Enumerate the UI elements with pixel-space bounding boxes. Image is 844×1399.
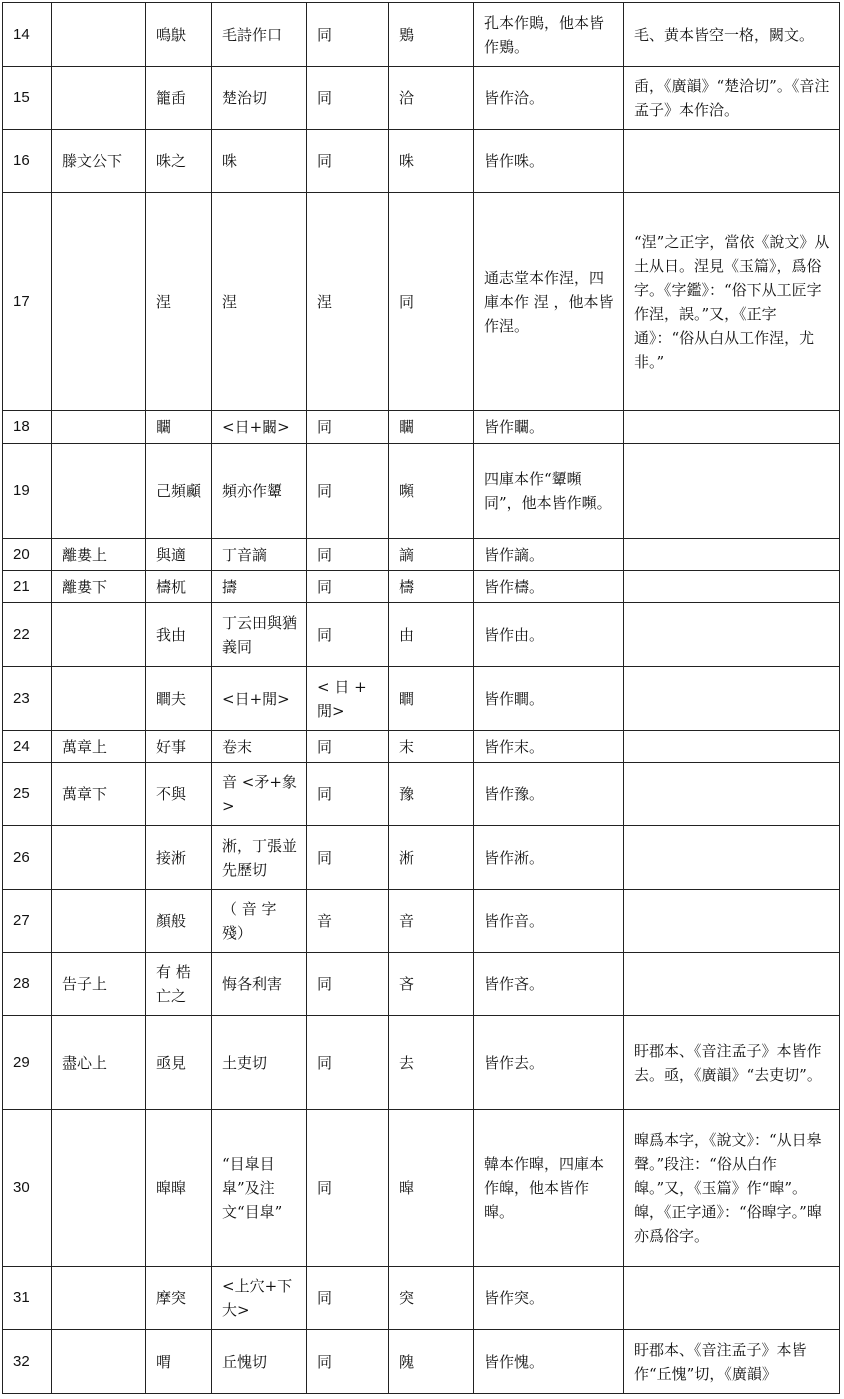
editions-cell: 皆作由。 (474, 603, 624, 667)
annotation-cell: 涅 (212, 193, 307, 411)
chapter-cell (52, 1330, 146, 1394)
row-number: 29 (3, 1016, 52, 1110)
reading-cell: 吝 (389, 953, 474, 1016)
phrase-cell: 顏般 (146, 890, 212, 953)
table-row (3, 603, 840, 667)
editions-cell: 皆作瞷。 (474, 667, 624, 731)
reading-cell: 隗 (389, 1330, 474, 1394)
table-row (3, 1016, 840, 1110)
chapter-cell: 滕文公下 (52, 130, 146, 193)
variant-cell: 同 (307, 1330, 389, 1394)
annotation-cell: “目皐目皐”及注文“目皐” (212, 1110, 307, 1267)
variant-cell: 同 (307, 731, 389, 763)
chapter-cell (52, 411, 146, 444)
editions-cell: 皆作突。 (474, 1267, 624, 1330)
table-row (3, 67, 840, 130)
variant-cell: 同 (307, 1267, 389, 1330)
reading-cell: 檮 (389, 571, 474, 603)
note-cell: “涅”之正字，當依《說文》从土从日。涅見《玉篇》，爲俗字。《字鑑》：“俗下从工匠字作涅，誤。”又，《正字通》：“俗从白从工作涅，尤非。” (624, 193, 840, 411)
table-row (3, 763, 840, 826)
phrase-cell: 鳴鴃 (146, 3, 212, 67)
editions-cell: 皆作洽。 (474, 67, 624, 130)
note-cell (624, 667, 840, 731)
row-number: 21 (3, 571, 52, 603)
annotation-cell: 咮 (212, 130, 307, 193)
note-cell: 盱郡本、《音注孟子》本皆作“丘愧”切，《廣韻》 (624, 1330, 840, 1394)
table-row (3, 539, 840, 571)
chapter-cell: 離婁下 (52, 571, 146, 603)
row-number: 28 (3, 953, 52, 1016)
reading-cell: 由 (389, 603, 474, 667)
row-number: 19 (3, 444, 52, 539)
reading-cell: 洽 (389, 67, 474, 130)
table-row (3, 826, 840, 890)
annotation-cell: 土吏切 (212, 1016, 307, 1110)
row-number: 15 (3, 67, 52, 130)
editions-cell: 四庫本作“顰嚬同”，他本皆作嚬。 (474, 444, 624, 539)
chapter-cell: 離婁上 (52, 539, 146, 571)
note-cell: 暭爲本字，《說文》：“从日皋聲。”段注：“俗从白作皡。”又，《玉篇》作“暭”。皡，《正字通》：“俗暭字。”暭亦爲俗字。 (624, 1110, 840, 1267)
note-cell (624, 1267, 840, 1330)
variant-cell: 同 (307, 763, 389, 826)
note-cell: 臿，《廣韻》“楚洽切”。《音注孟子》本作洽。 (624, 67, 840, 130)
phrase-cell: 瞷夫 (146, 667, 212, 731)
phrase-cell: 有 梏亡之 (146, 953, 212, 1016)
chapter-cell (52, 1267, 146, 1330)
note-cell (624, 763, 840, 826)
phrase-cell: 與適 (146, 539, 212, 571)
variant-cell: 涅 (307, 193, 389, 411)
phrase-cell: 暭暭 (146, 1110, 212, 1267)
chapter-cell (52, 444, 146, 539)
table-row (3, 3, 840, 67)
editions-cell: 孔本作鵙，他本皆作鶪。 (474, 3, 624, 67)
table-row (3, 953, 840, 1016)
variant-cell: 音 (307, 890, 389, 953)
editions-cell: 通志堂本作涅，四庫本作 涅 ，他本皆作涅。 (474, 193, 624, 411)
chapter-cell: 盡心上 (52, 1016, 146, 1110)
phrase-cell: 摩突 (146, 1267, 212, 1330)
annotation-cell: <日+閒> (212, 667, 307, 731)
reading-cell: 謫 (389, 539, 474, 571)
reading-cell: 突 (389, 1267, 474, 1330)
annotation-cell: 淅，丁張並先歷切 (212, 826, 307, 890)
phrase-cell: 檮杌 (146, 571, 212, 603)
editions-cell: 皆作謫。 (474, 539, 624, 571)
chapter-cell (52, 890, 146, 953)
variant-cell: 同 (307, 130, 389, 193)
row-number: 26 (3, 826, 52, 890)
table-row (3, 444, 840, 539)
note-cell (624, 411, 840, 444)
variant-cell: 同 (307, 444, 389, 539)
row-number: 20 (3, 539, 52, 571)
chapter-cell (52, 193, 146, 411)
phrase-cell: 己頻顣 (146, 444, 212, 539)
note-cell (624, 953, 840, 1016)
annotation-cell: 擣 (212, 571, 307, 603)
table-row (3, 130, 840, 193)
variant-cell: 同 (307, 539, 389, 571)
annotation-cell: <上穴+下大> (212, 1267, 307, 1330)
phrase-cell: 我由 (146, 603, 212, 667)
note-cell (624, 603, 840, 667)
chapter-cell (52, 67, 146, 130)
table-row (3, 411, 840, 444)
annotation-cell: <日+闞> (212, 411, 307, 444)
variant-cell: 同 (307, 826, 389, 890)
phrase-cell: 接淅 (146, 826, 212, 890)
note-cell (624, 539, 840, 571)
reading-cell: 去 (389, 1016, 474, 1110)
variant-cell: 同 (307, 953, 389, 1016)
editions-cell: 皆作豫。 (474, 763, 624, 826)
annotation-cell: 卷末 (212, 731, 307, 763)
variant-cell: 同 (307, 1016, 389, 1110)
reading-cell: 音 (389, 890, 474, 953)
variant-cell: 同 (307, 1110, 389, 1267)
chapter-cell (52, 826, 146, 890)
annotation-cell: 楚治切 (212, 67, 307, 130)
chapter-cell (52, 3, 146, 67)
phrase-cell: 籠臿 (146, 67, 212, 130)
variant-cell: 同 (307, 411, 389, 444)
editions-cell: 皆作去。 (474, 1016, 624, 1110)
row-number: 16 (3, 130, 52, 193)
chapter-cell (52, 1110, 146, 1267)
reading-cell: 末 (389, 731, 474, 763)
reading-cell: 淅 (389, 826, 474, 890)
chapter-cell: 萬章上 (52, 731, 146, 763)
collation-table (2, 2, 840, 1394)
reading-cell: 豫 (389, 763, 474, 826)
editions-cell: 皆作咮。 (474, 130, 624, 193)
editions-cell: 皆作音。 (474, 890, 624, 953)
row-number: 23 (3, 667, 52, 731)
annotation-cell: 丁音謫 (212, 539, 307, 571)
table-row (3, 731, 840, 763)
reading-cell: 矙 (389, 411, 474, 444)
phrase-cell: 咮之 (146, 130, 212, 193)
reading-cell: 瞷 (389, 667, 474, 731)
editions-cell: 皆作愧。 (474, 1330, 624, 1394)
row-number: 17 (3, 193, 52, 411)
editions-cell: 皆作矙。 (474, 411, 624, 444)
note-cell (624, 826, 840, 890)
row-number: 24 (3, 731, 52, 763)
reading-cell: 咮 (389, 130, 474, 193)
phrase-cell: 涅 (146, 193, 212, 411)
annotation-cell: 丘愧切 (212, 1330, 307, 1394)
row-number: 25 (3, 763, 52, 826)
reading-cell: 嚬 (389, 444, 474, 539)
note-cell: 盱郡本、《音注孟子》本皆作去。亟，《廣韻》“去吏切”。 (624, 1016, 840, 1110)
row-number: 31 (3, 1267, 52, 1330)
annotation-cell: 悔各利害 (212, 953, 307, 1016)
annotation-cell: 丁云田與猶義同 (212, 603, 307, 667)
table-body (3, 3, 840, 1394)
note-cell (624, 731, 840, 763)
note-cell: 毛、黄本皆空一格，闕文。 (624, 3, 840, 67)
phrase-cell: 不與 (146, 763, 212, 826)
chapter-cell: 萬章下 (52, 763, 146, 826)
table-row (3, 667, 840, 731)
editions-cell: 皆作吝。 (474, 953, 624, 1016)
variant-cell: 同 (307, 603, 389, 667)
phrase-cell: 好事 (146, 731, 212, 763)
table-row (3, 1267, 840, 1330)
note-cell (624, 444, 840, 539)
note-cell (624, 890, 840, 953)
phrase-cell: 亟見 (146, 1016, 212, 1110)
note-cell (624, 571, 840, 603)
reading-cell: 暭 (389, 1110, 474, 1267)
phrase-cell: 矙 (146, 411, 212, 444)
row-number: 27 (3, 890, 52, 953)
annotation-cell: 毛詩作口 (212, 3, 307, 67)
annotation-cell: （ 音 字 殘） (212, 890, 307, 953)
variant-cell: < 日 + 閒> (307, 667, 389, 731)
editions-cell: 皆作末。 (474, 731, 624, 763)
row-number: 14 (3, 3, 52, 67)
row-number: 18 (3, 411, 52, 444)
chapter-cell (52, 667, 146, 731)
table-row (3, 193, 840, 411)
chapter-cell: 告子上 (52, 953, 146, 1016)
editions-cell: 皆作檮。 (474, 571, 624, 603)
row-number: 32 (3, 1330, 52, 1394)
editions-cell: 韓本作暭，四庫本作皡，他本皆作暭。 (474, 1110, 624, 1267)
reading-cell: 鶪 (389, 3, 474, 67)
note-cell (624, 130, 840, 193)
variant-cell: 同 (307, 571, 389, 603)
phrase-cell: 喟 (146, 1330, 212, 1394)
table-row (3, 890, 840, 953)
reading-cell: 同 (389, 193, 474, 411)
editions-cell: 皆作淅。 (474, 826, 624, 890)
table-row (3, 1330, 840, 1394)
variant-cell: 同 (307, 67, 389, 130)
table-row (3, 571, 840, 603)
chapter-cell (52, 603, 146, 667)
row-number: 22 (3, 603, 52, 667)
annotation-cell: 頻亦作顰 (212, 444, 307, 539)
table-row (3, 1110, 840, 1267)
variant-cell: 同 (307, 3, 389, 67)
row-number: 30 (3, 1110, 52, 1267)
annotation-cell: 音 <矛+象> (212, 763, 307, 826)
